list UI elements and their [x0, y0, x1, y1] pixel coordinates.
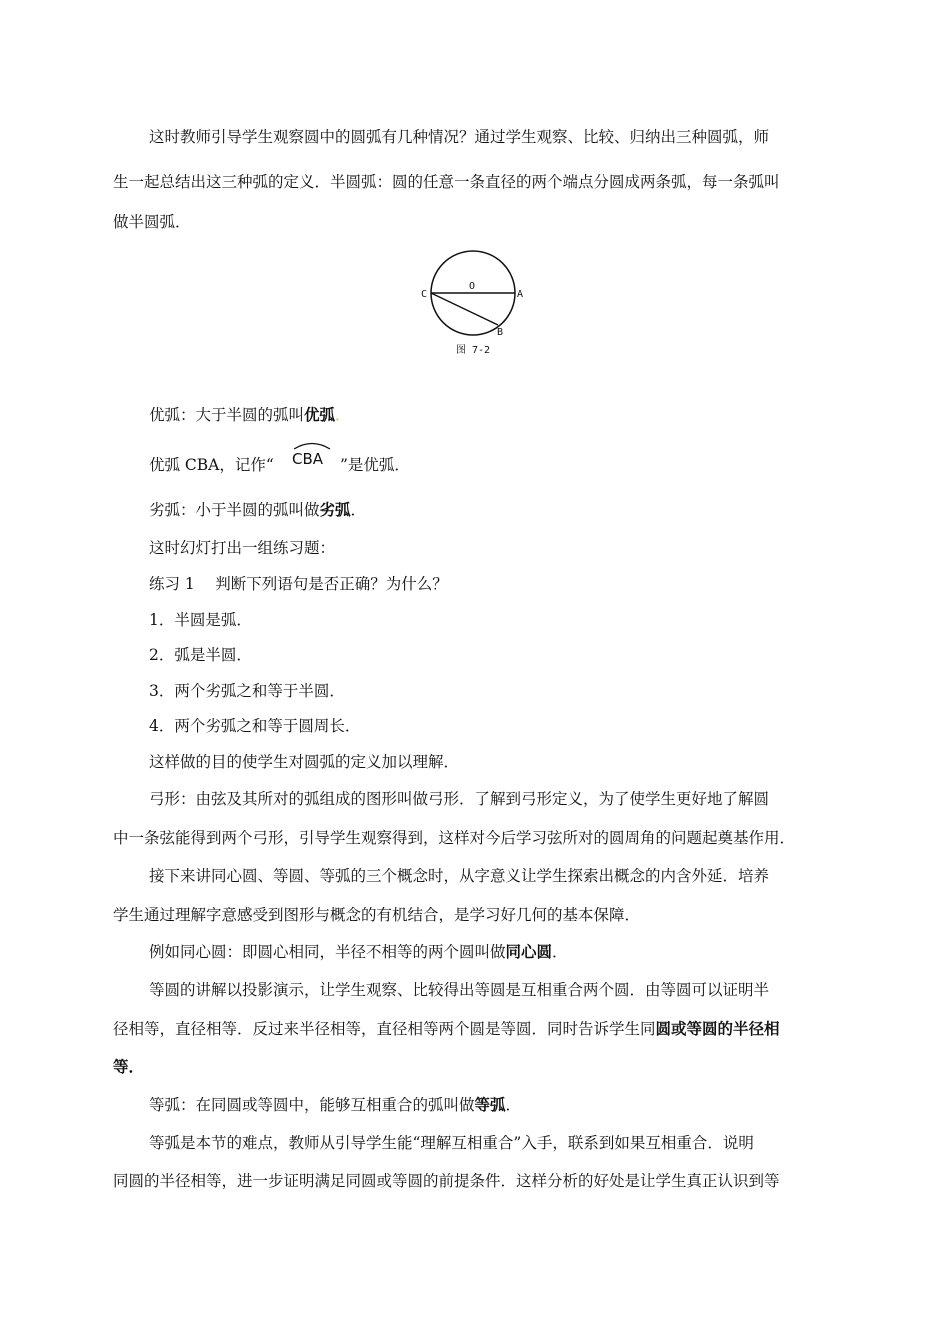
exercise-item: 3．两个劣弧之和等于半圆． [149, 682, 345, 700]
punctuation: ． [505, 1096, 522, 1114]
punctuation: ． [335, 406, 351, 424]
exercise-item: 4．两个劣弧之和等于圆周长． [149, 717, 361, 735]
punctuation: ． [350, 501, 367, 519]
equal-arc-discussion-line: 同圆的半径相等，进一步证明满足同圆或等圆的前提条件．这样分析的好处是让学生真正认识到等 [113, 1172, 780, 1190]
circle-diagram [418, 250, 528, 365]
major-arc-notation-post: ”是优弧． [340, 456, 410, 474]
point-label-c: C [421, 289, 428, 300]
point-label-b: B [497, 327, 504, 338]
segment-line: 中一条弦能得到两个弓形，引导学生观察得到，这样对今后学习弦所对的圆周角的问题起奠基作用． [113, 829, 796, 847]
minor-arc-definition [149, 500, 366, 520]
arc-symbol [294, 444, 330, 450]
circle-figure [418, 250, 528, 365]
purpose-line: 这样做的目的使学生对圆弧的定义加以理解． [149, 753, 460, 771]
definition-text: 优弧：大于半圆的弧叫 [149, 406, 305, 424]
equal-circles-line: 等圆的讲解以投影演示，让学生观察、比较得出等圆是互相重合两个圆．由等圆可以证明半 [149, 981, 770, 999]
point-label-a: A [517, 289, 524, 300]
major-arc-definition [149, 405, 351, 425]
paragraph-line: 生一起总结出这三种弧的定义．半圆弧：圆的任意一条直径的两个端点分圆成两条弧，每一条弧叫 [113, 173, 780, 191]
punctuation: ． [552, 943, 568, 961]
equal-circles-bold: 圆或等圆的半径相 [655, 1019, 780, 1038]
equal-circles-bold-end: 等． [113, 1057, 145, 1076]
equal-arc-discussion-line: 等弧是本节的难点，教师从引导学生能“理解互相重合”入手，联系到如果互相重合．说明 [149, 1134, 754, 1152]
concentric-definition [149, 942, 568, 962]
definition-text: 例如同心圆：即圆心相同，半径不相等的两个圆叫做 [149, 943, 506, 961]
term-major-arc: 优弧 [304, 405, 336, 424]
concepts-line: 学生通过理解字意感受到图形与概念的有机结合，是学习好几何的基本保障． [113, 906, 641, 924]
segment-line: 弓形：由弦及其所对的弧组成的图形叫做弓形．了解到弓形定义，为了使学生更好地了解圆 [149, 790, 770, 808]
figure-caption: 图 7-2 [456, 345, 491, 356]
exercise-item: 1．半圆是弧． [149, 611, 252, 629]
equal-circles-text: 径相等，直径相等．反过来半径相等，直径相等两个圆是等圆．同时告诉学生同 [113, 1020, 656, 1038]
definition-text: 劣弧：小于半圆的弧叫做 [149, 501, 320, 519]
term-concentric: 同心圆 [505, 942, 553, 961]
paragraph-line: 这时教师引导学生观察圆中的圆弧有几种情况？通过学生观察、比较、归纳出三种圆弧，师 [149, 128, 770, 146]
definition-text: 等弧：在同圆或等圆中，能够互相重合的弧叫做 [149, 1096, 475, 1114]
arc-notation [290, 440, 340, 466]
exercise-item: 2．弧是半圆． [149, 646, 252, 664]
slide-intro: 这时幻灯打出一组练习题： [149, 539, 336, 557]
equal-arc-definition [149, 1095, 521, 1115]
equal-circles-line [113, 1019, 780, 1039]
concepts-line: 接下来讲同心圆、等圆、等弧的三个概念时，从字意义让学生探索出概念的内含外延．培养 [149, 867, 770, 885]
major-arc-notation-pre: 优弧 CBA，记作“ [149, 456, 274, 474]
term-equal-arc: 等弧 [474, 1095, 506, 1114]
arc-notation-text: CBA [292, 450, 324, 468]
exercise-title: 练习 1 判断下列语句是否正确？为什么？ [149, 575, 448, 593]
center-label-o: O [469, 281, 476, 292]
term-minor-arc: 劣弧 [319, 500, 351, 519]
paragraph-line: 做半圆弧． [113, 213, 191, 231]
